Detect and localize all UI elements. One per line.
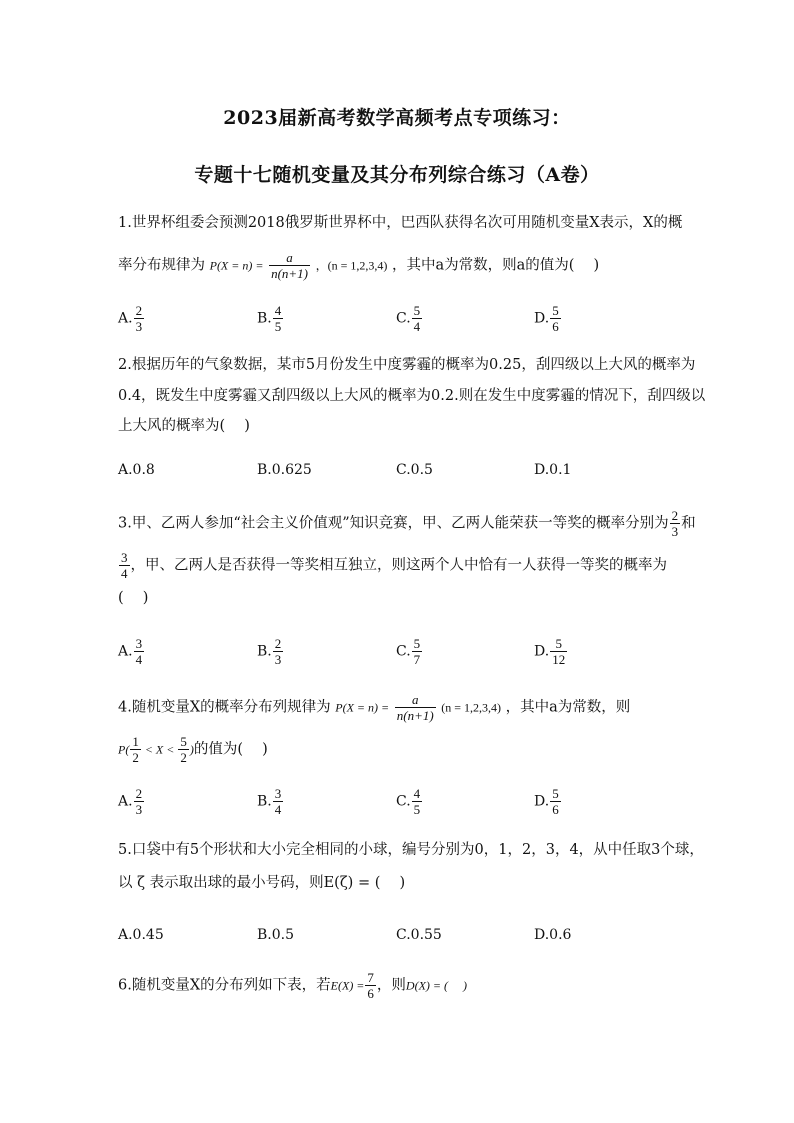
q4-fraction: $\frac{a}{n(n+1)}$ — [396, 692, 434, 723]
q1-option-a: A. $\frac{2}{3}$ — [118, 303, 143, 334]
question-2-line-2: 0.4，既发生中度雾霾又刮四级以上大风的概率为0.2.则在发生中度雾霾的情况下，刮四级以 — [118, 388, 706, 404]
page-subtitle: 专题十七随机变量及其分布列综合练习（A卷） — [194, 164, 600, 186]
question-2-line-3: 上大风的概率为( ) — [118, 418, 250, 434]
q4-option-c: C. $\frac{4}{5}$ — [396, 786, 421, 817]
q4-option-a: A. $\frac{2}{3}$ — [118, 786, 143, 817]
q1-option-b: B. $\frac{4}{5}$ — [257, 303, 282, 334]
q2-option-a: A.0.8 — [118, 462, 155, 478]
q3-fraction-2: $\frac{3}{4}$ — [121, 550, 128, 581]
question-5-line-1: 5.口袋中有5个形状和大小完全相同的小球，编号分别为0，1，2，3，4，从中任取3个球， — [118, 842, 704, 858]
q1-option-c: C. $\frac{5}{4}$ — [396, 303, 421, 334]
question-4-line-1: 4.随机变量X的概率分布列规律为 P(X = n) = $\frac{a}{n(n+1)}$ (n = 1,2,3,4) ，其中a为常数，则 — [118, 692, 631, 723]
page-title: 2023届新高考数学高频考点专项练习： — [223, 107, 571, 129]
question-2-line-1: 2.根据历年的气象数据，某市5月份发生中度雾霾的概率为0.25，刮四级以上大风的概率为 — [118, 357, 696, 373]
q3-option-a: A. $\frac{3}{4}$ — [118, 636, 143, 667]
q3-option-b: B. $\frac{2}{3}$ — [257, 636, 282, 667]
q2-option-b: B.0.625 — [257, 462, 312, 478]
q2-option-c: C.0.5 — [396, 462, 433, 478]
q5-option-d: D.0.6 — [534, 927, 572, 943]
question-5-line-2: 以 ζ 表示取出球的最小号码，则E(ζ) = ( ) — [118, 875, 406, 891]
question-3-line-2: $\frac{3}{4}$ ，甲、乙两人是否获得一等奖相互独立，则这两个人中恰有一人获得一等奖的概率为 — [121, 550, 667, 581]
question-3-line-1: 3.甲、乙两人参加“社会主义价值观”知识竞赛，甲、乙两人能荣获一等奖的概率分别为 $\frac{2}{3}$ 和 — [118, 508, 696, 539]
q4-option-b: B. $\frac{3}{4}$ — [257, 786, 282, 817]
q2-option-d: D.0.1 — [534, 462, 572, 478]
q5-option-a: A.0.45 — [118, 927, 164, 943]
question-4-line-2: P( $\frac{1}{2}$ < X < $\frac{5}{2}$ )的值为( ) — [118, 734, 268, 765]
q3-option-d: D. $\frac{5}{12}$ — [534, 636, 566, 667]
question-1-line-1: 1.世界杯组委会预测2018俄罗斯世界杯中，巴西队获得名次可用随机变量X表示，X的概 — [118, 215, 683, 231]
question-1-line-2: 率分布规律为 P(X = n) = $\frac{a}{n(n+1)}$ ，(n = 1,2,3,4) ，其中a为常数，则a的值为( ) — [118, 250, 600, 281]
q3-option-c: C. $\frac{5}{7}$ — [396, 636, 421, 667]
q4-option-d: D. $\frac{5}{6}$ — [534, 786, 559, 817]
q1-formula-lhs: P(X = n) = — [209, 258, 264, 273]
q1-fraction: $\frac{a}{n(n+1)}$ — [271, 250, 309, 281]
q3-fraction-1: $\frac{2}{3}$ — [671, 508, 679, 539]
q1-option-d: D. $\frac{5}{6}$ — [534, 303, 559, 334]
question-6-line-1: 6.随机变量X的分布列如下表，若E(X) = $\frac{7}{6}$ ，则D(X) = ( ) — [118, 970, 467, 1001]
q5-option-c: C.0.55 — [396, 927, 442, 943]
question-3-line-3: ( ) — [118, 590, 149, 606]
q6-fraction: $\frac{7}{6}$ — [367, 970, 374, 1001]
q1-condition: ，(n = 1,2,3,4) — [315, 258, 388, 273]
q5-option-b: B.0.5 — [257, 927, 295, 943]
